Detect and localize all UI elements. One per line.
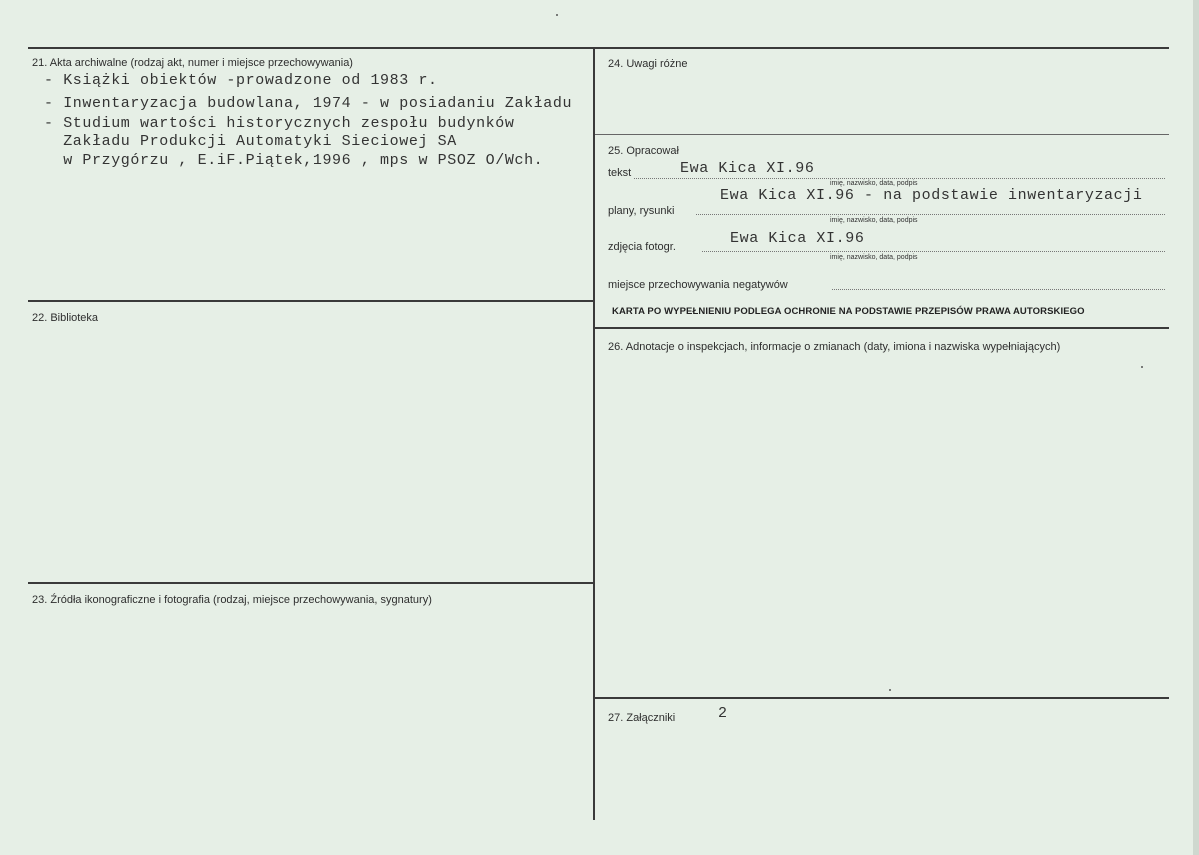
plany-line (696, 214, 1165, 215)
zdjecia-line (702, 251, 1165, 252)
divider-22-23 (28, 582, 594, 584)
paper-speck (556, 14, 558, 16)
zdjecia-caption: imię, nazwisko, data, podpis (830, 254, 918, 261)
plany-label: plany, rysunki (608, 205, 675, 217)
paper-speck (889, 689, 891, 691)
divider-21-22 (28, 300, 594, 302)
divider-26-27 (595, 697, 1169, 699)
section-23-label: 23. Źródła ikonograficzne i fotografia (rodzaj, miejsce przechowywania, sygnatury) (32, 594, 432, 606)
zdjecia-value: Ewa Kica XI.96 (730, 230, 865, 247)
archival-record-line: - Inwentaryzacja budowlana, 1974 - w posiadaniu Zakładu (44, 95, 573, 112)
divider-25-26 (595, 327, 1169, 329)
section-24-label: 24. Uwagi różne (608, 58, 688, 70)
attachments-count: 2 (718, 705, 728, 722)
top-border (28, 47, 1169, 49)
archival-record-line: - Studium wartości historycznych zespołu budynków (44, 115, 515, 132)
negatywy-label: miejsce przechowywania negatywów (608, 279, 788, 291)
archival-record-line: - Książki obiektów -prowadzone od 1983 r. (44, 72, 438, 89)
section-25-label: 25. Opracował (608, 145, 679, 157)
section-26-label: 26. Adnotacje o inspekcjach, informacje o zmianach (daty, imiona i nazwiska wypełniających) (608, 341, 1061, 353)
divider-24-25 (595, 134, 1169, 135)
tekst-value: Ewa Kica XI.96 (680, 160, 815, 177)
archival-record-line: Zakładu Produkcji Automatyki Sieciowej SA (44, 133, 457, 150)
section-21-label: 21. Akta archiwalne (rodzaj akt, numer i miejsce przechowywania) (32, 57, 353, 69)
page-edge (1193, 0, 1199, 855)
zdjecia-label: zdjęcia fotogr. (608, 241, 676, 253)
paper-speck (1141, 366, 1143, 368)
plany-caption: imię, nazwisko, data, podpis (830, 217, 918, 224)
archival-record-line: w Przygórzu , E.iF.Piątek,1996 , mps w PSOZ O/Wch. (44, 152, 544, 169)
section-27-label: 27. Załączniki (608, 712, 676, 724)
tekst-line (634, 178, 1165, 179)
copyright-notice: KARTA PO WYPEŁNIENIU PODLEGA OCHRONIE NA PODSTAWIE PRZEPISÓW PRAWA AUTORSKIEGO (612, 306, 1085, 317)
tekst-label: tekst (608, 167, 632, 179)
negatywy-line (832, 289, 1165, 290)
plany-value: Ewa Kica XI.96 - na podstawie inwentaryzacji (720, 187, 1143, 204)
tekst-caption: imię, nazwisko, data, podpis (830, 180, 918, 187)
section-22-label: 22. Biblioteka (32, 312, 99, 324)
center-divider (593, 47, 595, 820)
